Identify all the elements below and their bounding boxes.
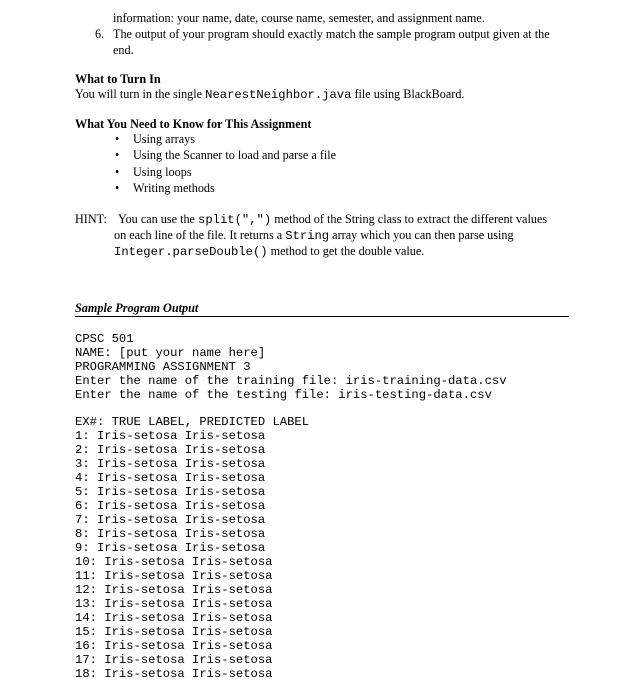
output-line: Enter the name of the testing file: iris-testing-data.csv: [75, 388, 492, 402]
output-row: 16: Iris-setosa Iris-setosa: [75, 639, 273, 653]
know-item: • Using loops: [133, 164, 192, 180]
heading-rule: [75, 316, 569, 317]
output-row: 18: Iris-setosa Iris-setosa: [75, 667, 273, 681]
output-row: 10: Iris-setosa Iris-setosa: [75, 555, 273, 569]
hint-line3-post: method to get the double value.: [267, 244, 425, 258]
output-line: PROGRAMMING ASSIGNMENT 3: [75, 360, 251, 374]
output-line: NAME: [put your name here]: [75, 346, 266, 360]
hint-line1-code: split(","): [198, 213, 272, 227]
output-row: 9: Iris-setosa Iris-setosa: [75, 541, 266, 555]
turn-in-text-pre: You will turn in the single: [75, 87, 206, 101]
hint-line3: [114, 243, 424, 260]
output-row: 15: Iris-setosa Iris-setosa: [75, 625, 273, 639]
output-row: 5: Iris-setosa Iris-setosa: [75, 485, 266, 499]
output-row: 6: Iris-setosa Iris-setosa: [75, 499, 266, 513]
output-line: Enter the name of the training file: iris-training-data.csv: [75, 374, 507, 388]
list-item-6-line1: The output of your program should exactly match the sample program output given at the: [113, 27, 550, 41]
turn-in-text: [75, 86, 464, 103]
output-row: 17: Iris-setosa Iris-setosa: [75, 653, 273, 667]
hint-line1-pre: You can use the: [118, 212, 199, 226]
output-table-header: EX#: TRUE LABEL, PREDICTED LABEL: [75, 415, 310, 429]
hint-line2-post: array which you can then parse using: [329, 228, 514, 242]
output-row: 8: Iris-setosa Iris-setosa: [75, 527, 266, 541]
turn-in-filename: NearestNeighbor.java: [205, 88, 352, 102]
hint-line2-pre: on each line of the file. It returns a: [114, 228, 286, 242]
output-row: 13: Iris-setosa Iris-setosa: [75, 597, 273, 611]
hint-label: HINT:: [75, 212, 107, 226]
know-heading: What You Need to Know for This Assignment: [75, 117, 312, 131]
turn-in-heading: What to Turn In: [75, 72, 161, 86]
hint-line3-code: Integer.parseDouble(): [114, 245, 268, 259]
list-item-6-number: 6.: [95, 27, 105, 41]
output-row: 3: Iris-setosa Iris-setosa: [75, 457, 266, 471]
hint-line1: [118, 211, 547, 228]
know-item: • Using arrays: [133, 131, 195, 147]
hint-line2: [114, 227, 514, 244]
hint-line1-post: method of the String class to extract the different values: [271, 212, 548, 226]
output-row: 12: Iris-setosa Iris-setosa: [75, 583, 273, 597]
output-row: 2: Iris-setosa Iris-setosa: [75, 443, 266, 457]
turn-in-text-post: file using BlackBoard.: [351, 87, 465, 101]
know-item: • Writing methods: [133, 180, 215, 196]
output-row: 1: Iris-setosa Iris-setosa: [75, 429, 266, 443]
know-item: • Using the Scanner to load and parse a file: [133, 147, 336, 163]
list-item-5-continuation: information: your name, date, course name, semester, and assignment name.: [113, 11, 485, 25]
output-row: 7: Iris-setosa Iris-setosa: [75, 513, 266, 527]
output-row: 14: Iris-setosa Iris-setosa: [75, 611, 273, 625]
list-item-6-line2: end.: [113, 43, 134, 57]
sample-output-heading: Sample Program Output: [75, 301, 199, 315]
output-row: 11: Iris-setosa Iris-setosa: [75, 569, 273, 583]
output-line: CPSC 501: [75, 332, 134, 346]
output-row: 4: Iris-setosa Iris-setosa: [75, 471, 266, 485]
hint-line2-code: String: [285, 229, 330, 243]
